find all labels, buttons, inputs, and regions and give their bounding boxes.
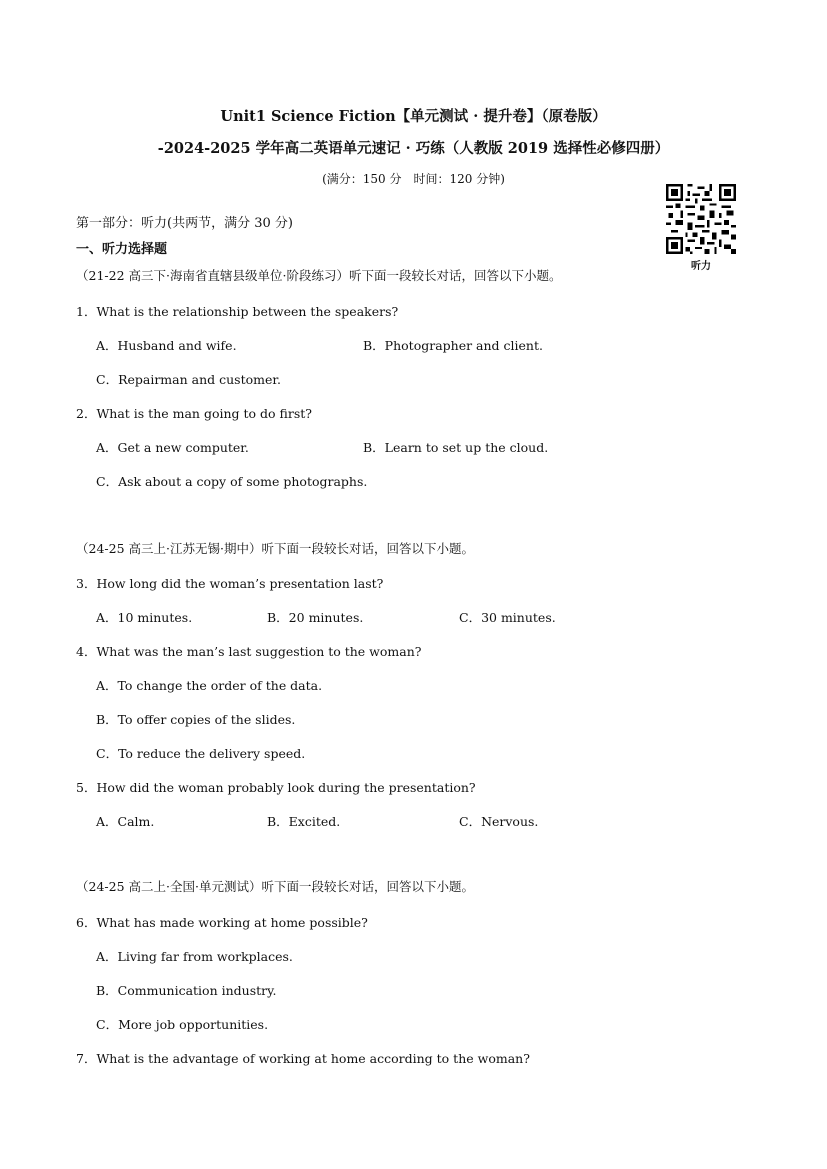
option-a: A．Calm. (96, 814, 155, 829)
question-1 (76, 302, 398, 320)
option-a: A．Living far from workplaces. (96, 949, 293, 964)
question-3 (76, 574, 383, 592)
question-4 (76, 642, 421, 660)
question-number: 7． (76, 1051, 97, 1066)
part-heading: 第一部分：听力(共两节，满分 30 分) (76, 216, 293, 231)
option-b: B．Learn to set up the cloud. (363, 440, 549, 455)
question-text: What was the man’s last suggestion to the woman? (96, 644, 422, 659)
option-a: A．Get a new computer. (96, 440, 249, 455)
question-text: What is the relationship between the speakers? (96, 304, 399, 319)
option-c: C．30 minutes. (459, 610, 556, 625)
option-c: C．More job opportunities. (96, 1017, 269, 1032)
group-context: （24-25 高三上·江苏无锡·期中）听下面一段较长对话，回答以下小题。 (76, 541, 474, 556)
question-7 (76, 1049, 530, 1067)
question-text: How long did the woman’s presentation last? (96, 576, 384, 591)
question-text: What is the advantage of working at home according to the woman? (96, 1051, 530, 1066)
option-b: B．Photographer and client. (363, 338, 543, 353)
option-b: B．Excited. (267, 814, 341, 829)
question-2 (76, 404, 312, 422)
question-6 (76, 913, 368, 931)
question-5 (76, 778, 476, 796)
document-subtitle: -2024-2025 学年高二英语单元速记 · 巧练（人教版 2019 选择性必修四册） (157, 140, 670, 157)
question-number: 1． (76, 304, 97, 319)
question-number: 2． (76, 406, 97, 421)
question-text: What is the man going to do first? (96, 406, 312, 421)
option-c: C．Nervous. (459, 814, 539, 829)
question-number: 4． (76, 644, 97, 659)
option-b: B．Communication industry. (96, 983, 277, 998)
qr-code-icon[interactable] (666, 184, 736, 254)
question-number: 3． (76, 576, 97, 591)
group-context: （24-25 高二上·全国·单元测试）听下面一段较长对话，回答以下小题。 (76, 879, 474, 894)
section-heading: 一、听力选择题 (76, 242, 168, 257)
option-b: B．20 minutes. (267, 610, 364, 625)
question-number: 6． (76, 915, 97, 930)
option-a: A．10 minutes. (96, 610, 193, 625)
question-number: 5． (76, 780, 97, 795)
qr-caption: 听力 (691, 261, 711, 272)
option-a: A．Husband and wife. (96, 338, 237, 353)
group-context: （21-22 高三下·海南省直辖县级单位·阶段练习）听下面一段较长对话，回答以下小题。 (76, 268, 562, 283)
option-c: C．Repairman and customer. (96, 372, 281, 387)
option-c: C．To reduce the delivery speed. (96, 746, 306, 761)
exam-meta: (满分：150 分 时间：120 分钟) (322, 172, 505, 186)
document-title: Unit1 Science Fiction【单元测试 · 提升卷】（原卷版） (220, 108, 607, 125)
option-c: C．Ask about a copy of some photographs. (96, 474, 368, 489)
option-b: B．To offer copies of the slides. (96, 712, 296, 727)
option-a: A．To change the order of the data. (96, 678, 323, 693)
question-text: How did the woman probably look during the presentation? (96, 780, 476, 795)
question-text: What has made working at home possible? (96, 915, 368, 930)
